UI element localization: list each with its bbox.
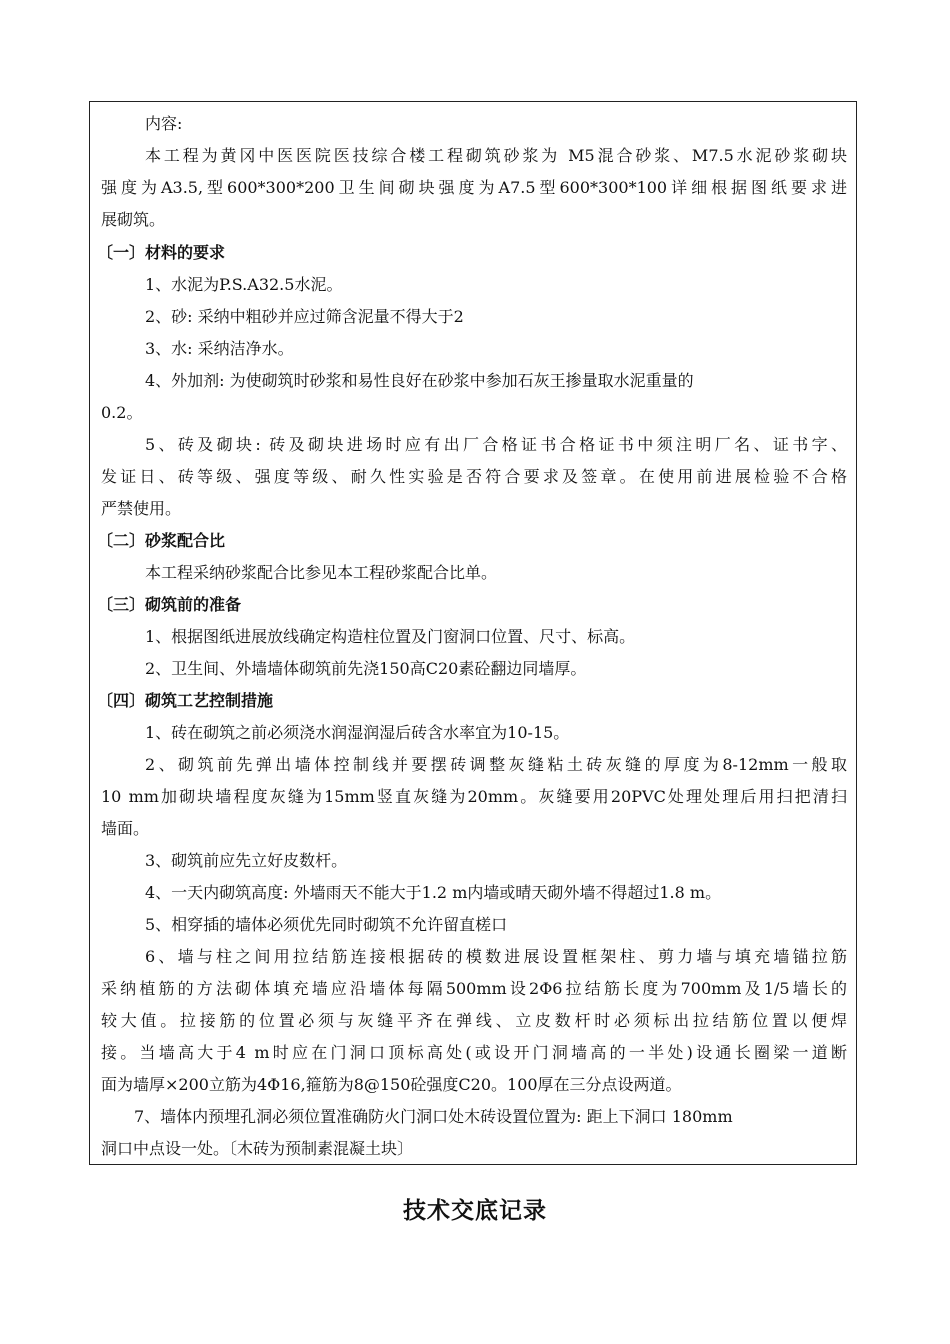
- content-label: 内容:: [145, 114, 183, 133]
- text-line: 2、卫生间、外墙墙体砌筑前先浇150高C20素砼翻边同墙厚。: [145, 659, 587, 678]
- text-line: 墙面。: [101, 819, 150, 838]
- text-line: 发证日、砖等级、强度等级、耐久性实验是否符合要求及签章。在使用前进展检验不合格: [101, 467, 847, 486]
- section-heading: 〔三〕砌筑前的准备: [97, 595, 242, 614]
- section-heading: 〔一〕材料的要求: [97, 243, 226, 262]
- text-line: 面为墙厚×200立筋为4Φ16,箍筋为8@150砼强度C20。100厚在三分点设两道。: [101, 1075, 682, 1094]
- text-line: 1、根据图纸进展放线确定构造柱位置及门窗洞口位置、尺寸、标高。: [145, 627, 636, 646]
- text-line: 10 mm加砌块墙程度灰缝为15mm竖直灰缝为20mm。灰缝要用20PVC处理处理后用扫把清扫: [101, 787, 847, 806]
- text-line: 本工程采纳砂浆配合比参见本工程砂浆配合比单。: [145, 563, 498, 582]
- text-line: 1、水泥为P.S.A32.5水泥。: [145, 275, 343, 294]
- text-line: 5、砖及砌块: 砖及砌块进场时应有出厂合格证书合格证书中须注明厂名、证书字、: [145, 435, 847, 454]
- text-line: 洞口中点设一处。〔木砖为预制素混凝土块〕: [101, 1139, 414, 1158]
- text-line: 较大值。拉接筋的位置必须与灰缝平齐在弹线、立皮数杆时必须标出拉结筋位置以便焊: [101, 1011, 847, 1030]
- section-heading: 〔二〕砂浆配合比: [97, 531, 226, 550]
- text-line: 展砌筑。: [101, 210, 166, 229]
- text-line: 6、墙与柱之间用拉结筋连接根据砖的模数进展设置框架柱、剪力墙与填充墙锚拉筋: [145, 947, 847, 966]
- text-line: 3、砌筑前应先立好皮数杆。: [145, 851, 348, 870]
- text-line: 本工程为黄冈中医医院医技综合楼工程砌筑砂浆为 M5混合砂浆、M7.5水泥砂浆砌块: [145, 146, 847, 165]
- text-line: 强度为A3.5,型600*300*200卫生间砌块强度为A7.5型600*300*100详细根据图纸要求进: [101, 178, 847, 197]
- page-title: 技术交底记录: [403, 1197, 547, 1224]
- text-line: 采纳植筋的方法砌体填充墙应沿墙体每隔500mm设2Φ6拉结筋长度为700mm及1/5墙长的: [101, 979, 847, 998]
- text-line: 2、砂: 采纳中粗砂并应过筛含泥量不得大于2: [145, 307, 464, 326]
- text-line: 7、墙体内预埋孔洞必须位置准确防火门洞口处木砖设置位置为: 距上下洞口 180mm: [134, 1107, 733, 1126]
- text-line: 3、水: 采纳洁净水。: [145, 339, 294, 358]
- text-line: 严禁使用。: [101, 499, 182, 518]
- text-line: 2、砌筑前先弹出墙体控制线并要摆砖调整灰缝粘土砖灰缝的厚度为8-12mm一般取: [145, 755, 847, 774]
- text-line: 0.2。: [101, 403, 143, 422]
- text-line: 4、外加剂: 为使砌筑时砂浆和易性良好在砂浆中参加石灰王掺量取水泥重量的: [145, 371, 694, 390]
- text-line: 1、砖在砌筑之前必须浇水润湿润湿后砖含水率宜为10-15。: [145, 723, 570, 742]
- text-line: 接。当墙高大于4 m时应在门洞口顶标高处(或设开门洞墙高的一半处)设通长圈梁一道断: [101, 1043, 847, 1062]
- text-line: 4、一天内砌筑高度: 外墙雨天不能大于1.2 m内墙或晴天砌外墙不得超过1.8 m。: [145, 883, 722, 902]
- section-heading: 〔四〕砌筑工艺控制措施: [97, 691, 274, 710]
- text-line: 5、相穿插的墙体必须优先同时砌筑不允许留直槎口: [145, 915, 508, 934]
